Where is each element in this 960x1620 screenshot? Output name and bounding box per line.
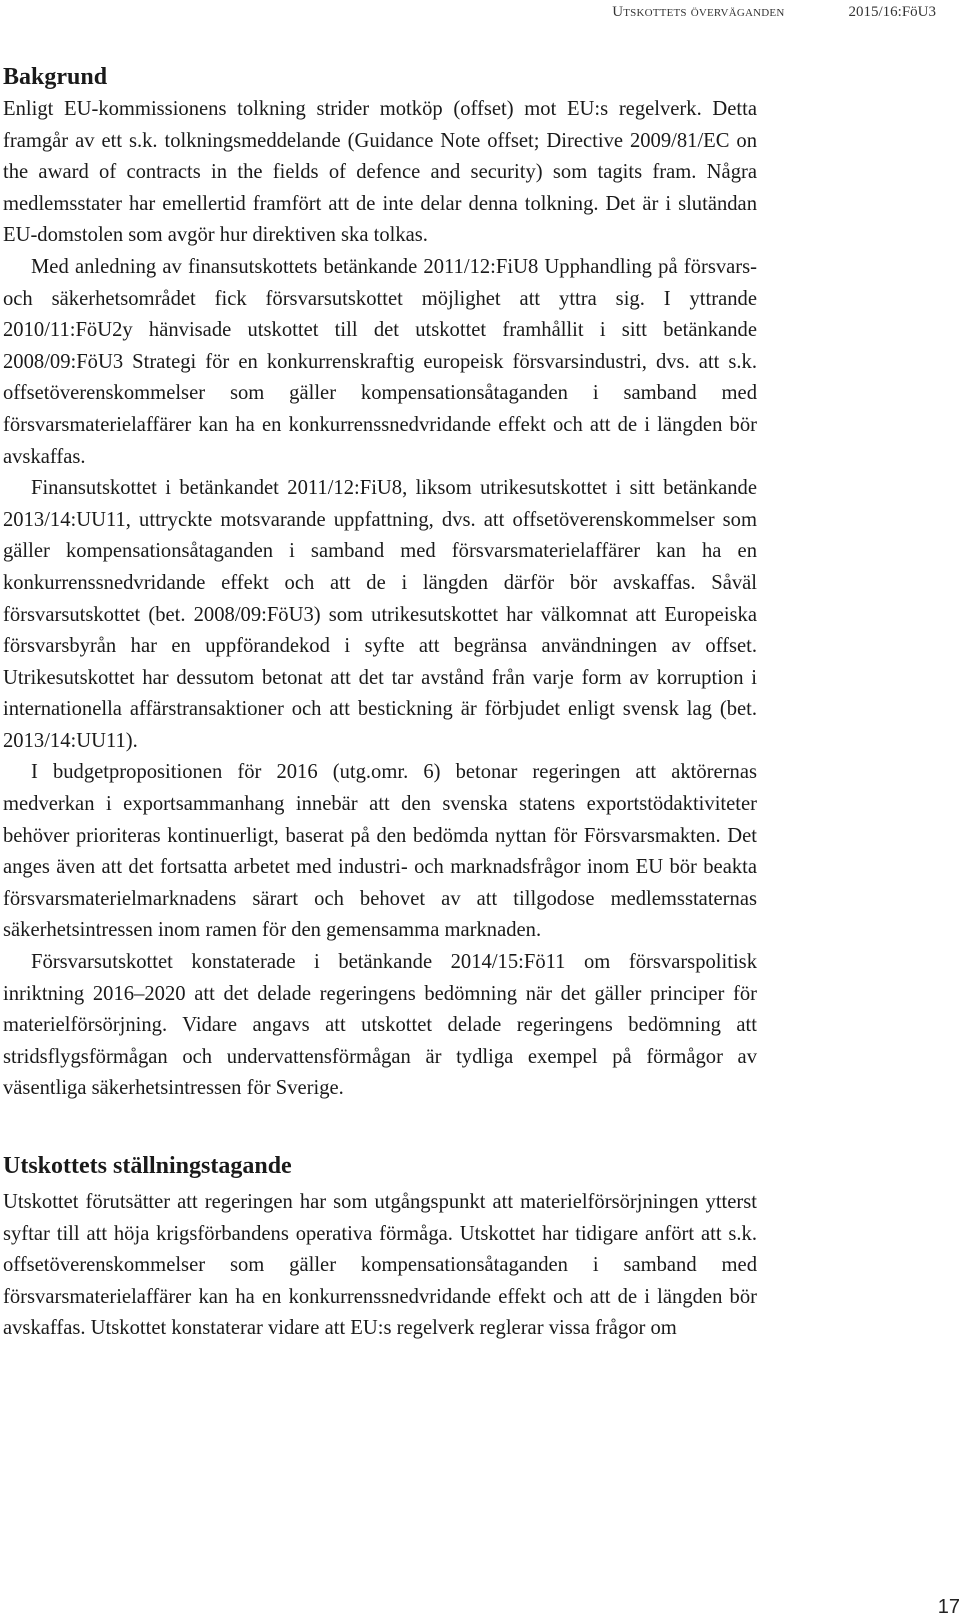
header-section-name: Utskottets överväganden <box>612 4 785 20</box>
background-heading: Bakgrund <box>3 64 108 90</box>
background-paragraph-3: Finansutskottet i betänkandet 2011/12:FiU8, liksom utrikesutskottet i sitt betänkande 2013/14:UU11, uttryckte motsvarande uppfattning, dvs. att offsetöverenskommelser som gäller kompensationsåtaganden i samband med försvarsmaterielaffärer kan ha en konkurrenssnedvridande effekt och att de i längden därför bör avskaffas. Såväl försvarsutskottet (bet. 2008/09:FöU3) som utrikesutskottet har välkomnat att Europeiska försvarsbyrån har en uppförandekod i syfte att begränsa användningen av offset. Utrikesutskottet har dessutom betonat att det tar avstånd från varje form av korruption i internationella affärstransaktioner och att bestickning är förbjudet enligt svensk lag (bet. 2013/14:UU11). <box>3 477 757 752</box>
page-number: 17 <box>937 1596 960 1618</box>
background-paragraph-4: I budgetpropositionen för 2016 (utg.omr. 6) betonar regeringen att aktörernas medverkan i exportsammanhang innebär att den svenska statens exportstödaktiviteter behöver prioriteras kontinuerligt, baserat på den bedömda nyttan för Försvarsmakten. Det anges även att det fortsatta arbetet med industri- och marknadsfrågor inom EU bör beakta försvarsmaterielmarknadens särart och behovet av att tillgodose medlemsstaternas säkerhetsintressen inom ramen för den gemensamma marknaden. <box>3 761 757 942</box>
position-heading: Utskottets ställningstagande <box>3 1153 292 1179</box>
page-body <box>3 62 757 1345</box>
header-document-number: 2015/16:FöU3 <box>848 4 936 20</box>
position-paragraph-1: Utskottet förutsätter att regeringen har som utgångspunkt att materielförsörjningen ytterst syftar till att höja krigsförbandens operativa förmåga. Utskottet har tidigare anfört att s.k. offsetöverenskommelser som gäller kompensationsåtaganden i samband med försvarsmaterielaffärer kan ha en konkurrenssnedvridande effekt och att de i längden bör avskaffas. Utskottet konstaterar vidare att EU:s regelverk reglerar vissa frågor om <box>3 1191 757 1340</box>
running-header <box>436 2 936 22</box>
background-paragraph-5: Försvarsutskottet konstaterade i betänkande 2014/15:Fö11 om försvarspolitisk inriktning 2016–2020 att det delade regeringens bedömning när det gäller principer för materielförsörjning. Vidare angavs att utskottet delade regeringens bedömning att stridsflygsförmågan och undervattensförmågan är tydliga exempel på förmågor av väsentliga säkerhetsintressen för Sverige. <box>3 951 757 1100</box>
background-paragraph-1: Enligt EU-kommissionens tolkning strider motköp (offset) mot EU:s regelverk. Detta framgår av ett s.k. tolkningsmeddelande (Guidance Note offset; Directive 2009/81/EC on the award of contracts in the fields of defence and security) som tagits fram. Några medlemsstater har emellertid framfört att de inte delar denna tolkning. Det är i slutändan EU-domstolen som avgör hur direktiven ska tolkas. <box>3 98 757 247</box>
background-paragraph-2: Med anledning av finansutskottets betänkande 2011/12:FiU8 Upphandling på försvars- och säkerhetsområdet fick försvarsutskottet möjlighet att yttra sig. I yttrande 2010/11:FöU2y hänvisade utskottet till det utskottet framhållit i sitt betänkande 2008/09:FöU3 Strategi för en konkurrenskraftig europeisk försvarsindustri, dvs. att s.k. offsetöverenskommelser som gäller kompensationsåtaganden i samband med försvarsmaterielaffärer kan ha en konkurrenssnedvridande effekt och att de i längden bör avskaffas. <box>3 255 757 468</box>
